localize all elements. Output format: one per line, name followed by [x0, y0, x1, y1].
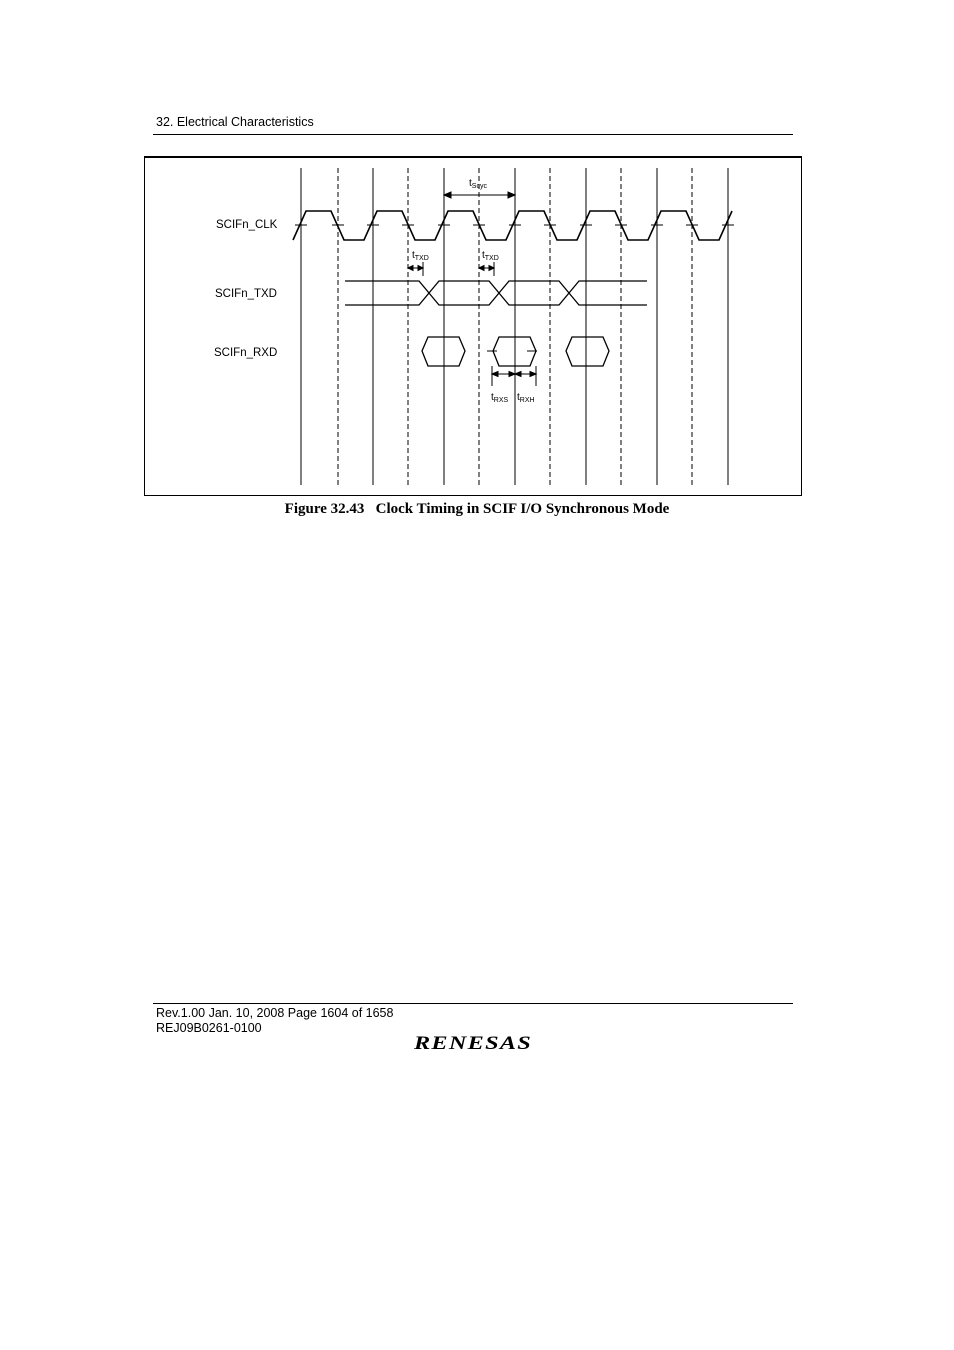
signal-label-rxd: SCIFn_RXD	[214, 347, 278, 359]
footer-divider	[153, 1003, 793, 1004]
signal-label-txd: SCIFn_TXD	[215, 288, 277, 300]
timing-label-rxh: $t_{RXH}$	[517, 392, 535, 404]
header-divider	[153, 134, 793, 135]
signal-label-clk: SCIFn_CLK	[216, 219, 278, 231]
svg-text:RENESAS: RENESAS	[413, 1033, 532, 1054]
timing-diagram	[144, 156, 802, 496]
timing-label-txd-2: $t_{TXD}$	[482, 250, 499, 262]
footer-document-number: REJ09B0261-0100	[156, 1021, 262, 1035]
footer-revision: Rev.1.00 Jan. 10, 2008 Page 1604 of 1658	[156, 1006, 394, 1020]
timing-waveforms	[145, 158, 801, 495]
timing-label-txd-1: $t_{TXD}$	[412, 250, 429, 262]
renesas-logo	[413, 1032, 535, 1054]
section-title: 32. Electrical Characteristics	[156, 115, 314, 129]
reference-lines-solid	[301, 168, 728, 485]
txd-waveform	[345, 281, 647, 305]
timing-arrows	[408, 192, 536, 386]
timing-label-scyc: $t_{Scyc}$	[469, 178, 487, 190]
timing-label-rxs: $t_{RXS}$	[491, 392, 509, 404]
figure-caption: Figure 32.43 Clock Timing in SCIF I/O Synchronous Mode	[284, 501, 670, 517]
